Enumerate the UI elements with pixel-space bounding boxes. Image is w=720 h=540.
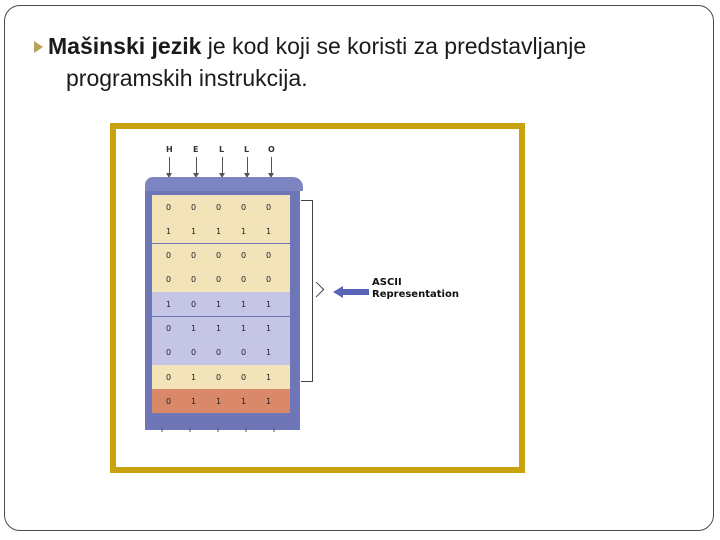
bit-cell: 1 xyxy=(215,396,222,406)
down-arrow-icon xyxy=(169,157,170,174)
table-row xyxy=(152,389,290,413)
bit-cell: 1 xyxy=(265,299,272,309)
bullet-arrow-icon xyxy=(34,41,43,53)
bit-cell: 0 xyxy=(240,251,247,261)
bit-cell: 0 xyxy=(165,251,172,261)
bit-cell: 1 xyxy=(190,324,197,333)
bit-cell: 0 xyxy=(265,251,272,261)
bit-cell: 0 xyxy=(190,202,197,212)
table-row xyxy=(152,195,290,219)
binary-table-top-edge xyxy=(145,177,303,191)
term-masinski-jezik: Mašinski jezik xyxy=(48,33,202,59)
table-row xyxy=(152,317,290,341)
header-letter: L xyxy=(244,145,250,154)
bit-cell: 1 xyxy=(240,226,247,236)
table-row xyxy=(152,219,290,243)
bit-cell: 0 xyxy=(265,202,272,212)
bit-cell: 0 xyxy=(215,348,222,358)
bit-cell: 0 xyxy=(240,275,247,285)
bit-cell: 1 xyxy=(240,396,247,406)
bullet-text-line2: programskih instrukcija. xyxy=(66,65,308,91)
bit-cell: 1 xyxy=(215,226,222,236)
down-arrow-icon xyxy=(222,157,223,174)
bit-cell: 0 xyxy=(190,299,197,309)
bit-cell: 0 xyxy=(240,372,247,382)
ascii-representation-label xyxy=(372,277,459,301)
bit-cell: 1 xyxy=(190,226,197,236)
table-row xyxy=(152,365,290,389)
bit-cell: 0 xyxy=(190,275,197,285)
bit-cell: 1 xyxy=(265,348,272,358)
down-arrow-icon xyxy=(247,157,248,174)
bit-cell: 0 xyxy=(215,202,222,212)
bit-cell: 1 xyxy=(215,324,222,333)
bit-cell: 0 xyxy=(265,275,272,285)
bit-cell: 0 xyxy=(215,251,222,261)
bit-cell: 0 xyxy=(215,275,222,285)
bit-cell: 1 xyxy=(215,299,222,309)
bit-cell: 1 xyxy=(190,396,197,406)
bit-cell: 0 xyxy=(240,202,247,212)
table-row xyxy=(152,292,290,316)
table-row xyxy=(152,244,290,268)
table-row xyxy=(152,268,290,292)
ascii-label-line1: ASCII xyxy=(372,277,402,288)
header-letter: E xyxy=(193,145,199,154)
bit-cell: 1 xyxy=(265,396,272,406)
bit-cell: 0 xyxy=(190,251,197,261)
bit-cell: 0 xyxy=(165,396,172,406)
bullet-paragraph xyxy=(48,30,688,94)
table-row xyxy=(152,341,290,365)
bit-cell: 0 xyxy=(165,202,172,212)
bit-cell: 1 xyxy=(190,372,197,382)
bullet-text-line1: je kod koji se koristi za predstavljanje xyxy=(201,33,587,59)
bit-cell: 0 xyxy=(215,372,222,382)
bit-cell: 0 xyxy=(165,348,172,358)
bit-cell: 0 xyxy=(165,372,172,382)
bit-cell: 0 xyxy=(240,348,247,358)
bit-cell: 0 xyxy=(165,275,172,285)
bit-cell: 1 xyxy=(165,299,172,309)
bit-cell: 0 xyxy=(165,324,172,333)
left-arrow-icon xyxy=(333,286,369,298)
down-arrow-icon xyxy=(196,157,197,174)
header-letter: O xyxy=(268,145,275,154)
table-bottom-ticks xyxy=(150,428,290,434)
bit-cell: 1 xyxy=(240,299,247,309)
bit-cell: 1 xyxy=(165,226,172,236)
header-letter: H xyxy=(166,145,173,154)
bit-cell: 1 xyxy=(265,372,272,382)
bit-cell: 1 xyxy=(265,226,272,236)
bit-cell: 1 xyxy=(265,324,272,333)
header-letter: L xyxy=(219,145,225,154)
bit-cell: 1 xyxy=(240,324,247,333)
bit-cell: 0 xyxy=(190,348,197,358)
down-arrow-icon xyxy=(271,157,272,174)
ascii-label-line2: Representation xyxy=(372,289,459,300)
